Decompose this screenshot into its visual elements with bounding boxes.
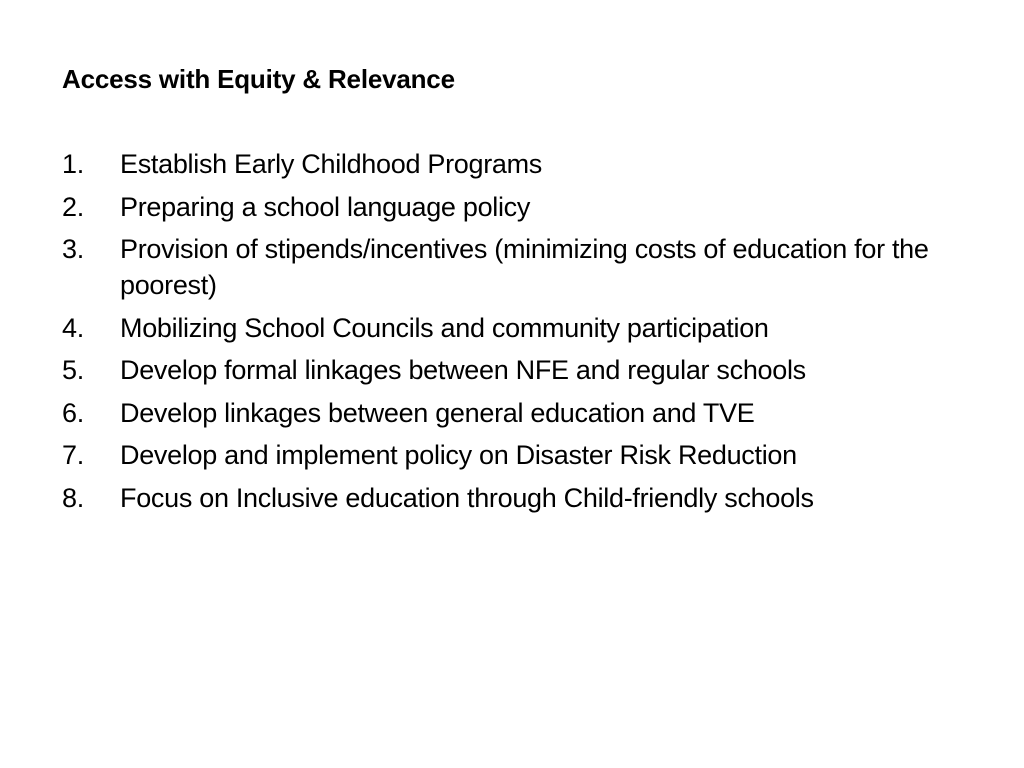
- list-item-number: 3.: [62, 234, 84, 264]
- numbered-list: [62, 146, 982, 522]
- list-item-number: 2.: [62, 191, 84, 222]
- list-item-number: 1.: [62, 149, 84, 179]
- list-item-number: 5.: [62, 355, 84, 385]
- list-item-number: 8.: [62, 482, 84, 513]
- list-item-text: Provision of stipends/incentives (minimizing costs of education for the poorest): [120, 234, 929, 300]
- list-item-number: 6.: [62, 397, 84, 428]
- list-item: [62, 231, 982, 303]
- list-item-text: Mobilizing School Councils and community participation: [120, 312, 769, 343]
- list-item-text: Develop linkages between general education and TVE: [120, 397, 755, 428]
- list-item: [62, 480, 982, 516]
- list-item: [62, 310, 982, 346]
- list-item-number: 7.: [62, 440, 84, 470]
- list-item-text: Develop formal linkages between NFE and regular schools: [120, 355, 806, 385]
- list-item: [62, 437, 982, 473]
- list-item: [62, 146, 982, 182]
- list-item-number: 4.: [62, 312, 84, 343]
- list-item: [62, 395, 982, 431]
- list-item: [62, 352, 982, 388]
- list-item-text: Preparing a school language policy: [120, 191, 531, 222]
- slide-title: Access with Equity & Relevance: [62, 64, 455, 94]
- list-item-text: Develop and implement policy on Disaster Risk Reduction: [120, 440, 797, 470]
- list-item-text: Focus on Inclusive education through Child-friendly schools: [120, 482, 814, 513]
- list-item-text: Establish Early Childhood Programs: [120, 149, 542, 179]
- list-item: [62, 189, 982, 225]
